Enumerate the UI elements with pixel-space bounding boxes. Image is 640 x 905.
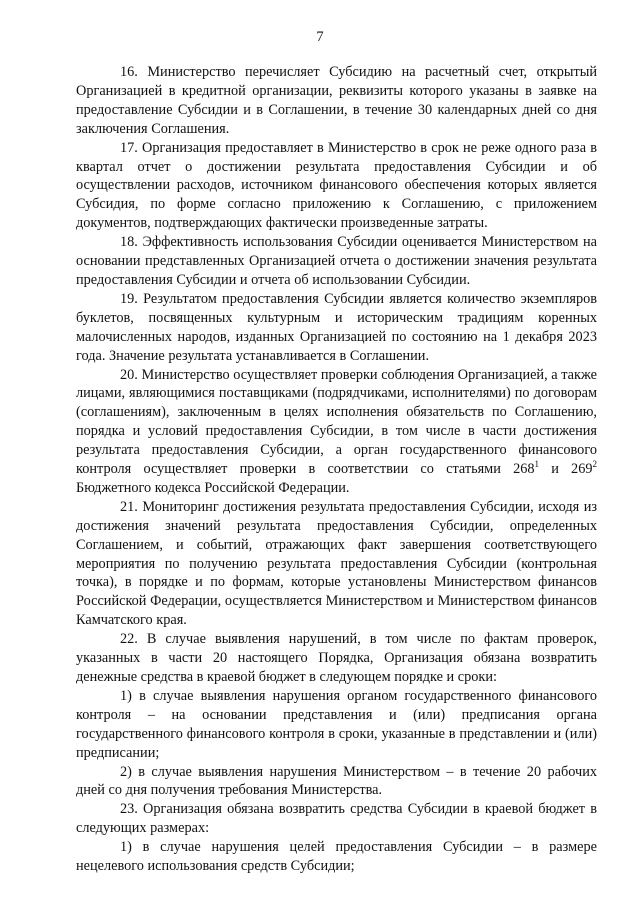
- paragraph-text: 2) в случае выявления нарушения Министерством – в течение 20 рабочих дней со дня получения требования Министерства.: [76, 763, 597, 799]
- paragraph-p18: [76, 233, 597, 290]
- paragraph-text: и 269: [539, 461, 593, 478]
- paragraph-text: 19. Результатом предоставления Субсидии является количество экземпляров буклетов, посвященных культурным и историческим традициям коренных малочисленных народов, изданных Организацией по состоянию на 1 декабря 2023 года. Значение результата устанавливается в Соглашении.: [76, 290, 597, 364]
- page-number: 7: [316, 29, 324, 45]
- paragraph-text: 1) в случае выявления нарушения органом государственного финансового контроля – на основании представления и (или) предписания органа государственного финансового контроля в сроки, указанные в представлении и (или) предписании;: [76, 687, 597, 761]
- paragraph-text: 1) в случае нарушения целей предоставления Субсидии – в размере нецелевого использования средств Субсидии;: [76, 839, 597, 875]
- paragraph-text: 21. Мониторинг достижения результата предоставления Субсидии, исходя из достижения значений результата предоставления Субсидии, определенных Соглашением, и событий, отражающих факт завершения соответствующего мероприятия по получению результата предоставления Субсидии (контрольная точка), в порядке и по формам, которые установлены Министерством финансов Российской Федерации, осуществляется Министерством и Министерством финансов Камчатского края.: [76, 498, 597, 629]
- superscript: 2: [592, 459, 597, 470]
- paragraph-text: 17. Организация предоставляет в Министерство в срок не реже одного раза в квартал отчет о достижении результата предоставления Субсидии и об осуществлении расходов, источником финансового обеспечения которых является Субсидия, по форме согласно приложению к Соглашению, с приложением документов, подтверждающих фактически произведенные затраты.: [76, 139, 597, 232]
- paragraph-text: 18. Эффективность использования Субсидии оценивается Министерством на основании представленных Организацией отчета о достижении значения результата предоставления Субсидии и отчета об использовании Субсидии.: [76, 234, 597, 288]
- document-body: [76, 63, 597, 876]
- paragraph-p20: [76, 366, 597, 498]
- paragraph-text: Бюджетного кодекса Российской Федерации.: [76, 479, 350, 496]
- paragraph-p23_1: [76, 838, 597, 876]
- paragraph-text: 22. В случае выявления нарушений, в том числе по фактам проверок, указанных в части 20 настоящего Порядка, Организация обязана возвратить денежные средства в краевой бюджет в следующем порядке и сроки:: [76, 631, 597, 685]
- paragraph-p22_2: [76, 763, 597, 801]
- paragraph-p21: [76, 498, 597, 630]
- superscript: 1: [534, 459, 540, 470]
- paragraph-text: 23. Организация обязана возвратить средства Субсидии в краевой бюджет в следующих размерах:: [76, 801, 597, 837]
- paragraph-text: 20. Министерство осуществляет проверки соблюдения Организацией, а также лицами, являющимися поставщиками (подрядчиками, исполнителями) по договорам (соглашениям), заключенным в целях исполнения обязательств по Соглашению, порядка и условий предоставления Субсидии, в том числе в части достижения результата предоставления Субсидии, а орган государственного финансового контроля осуществляет проверки в соответствии со статьями 268: [76, 366, 597, 478]
- paragraph-p17: [76, 139, 597, 234]
- paragraph-p22_1: [76, 687, 597, 763]
- paragraph-p16: [76, 63, 597, 139]
- paragraph-text: 16. Министерство перечисляет Субсидию на расчетный счет, открытый Организацией в кредитной организации, реквизиты которого указаны в заявке на предоставление Субсидии и в Соглашении, в течение 30 календарных дней со дня заключения Соглашения.: [76, 64, 597, 137]
- paragraph-p22: [76, 630, 597, 687]
- paragraph-p23: [76, 800, 597, 838]
- paragraph-p19: [76, 290, 597, 366]
